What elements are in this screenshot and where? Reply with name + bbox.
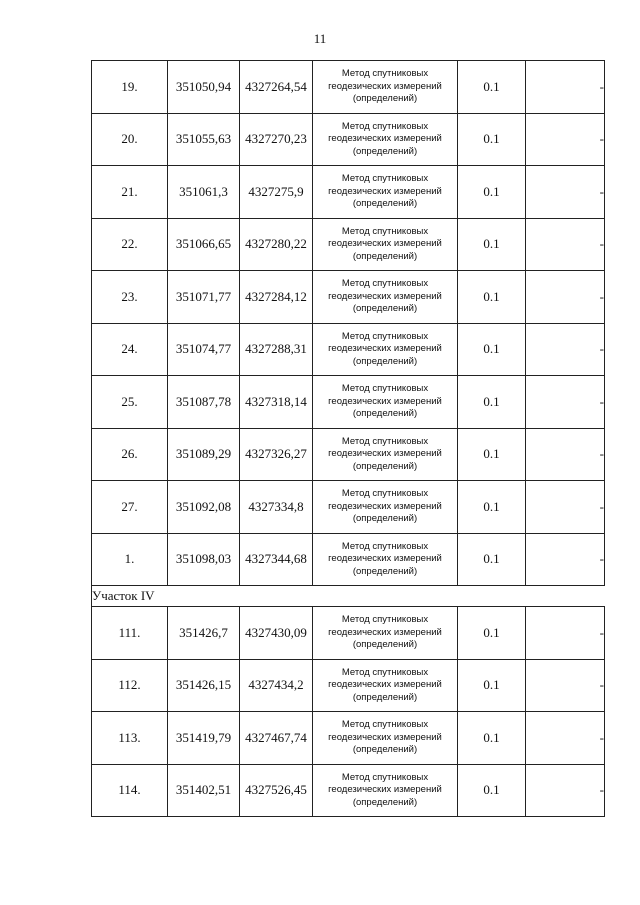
accuracy-cell: 0.1 [458,428,526,481]
method-cell [313,533,458,586]
table-row [92,218,605,271]
extra-cell: - [526,712,605,765]
point-number-cell: 25. [92,376,168,429]
x-coordinate-cell: 351050,94 [168,61,240,114]
x-coordinate-cell: 351087,78 [168,376,240,429]
method-cell [313,428,458,481]
table-row [92,712,605,765]
method-line: геодезических измерений [328,185,442,197]
extra-cell: - [526,113,605,166]
extra-cell: - [526,764,605,817]
table-row [92,481,605,534]
y-coordinate-cell: 4327344,68 [240,533,313,586]
x-coordinate-cell: 351089,29 [168,428,240,481]
method-line: геодезических измерений [328,238,442,249]
extra-cell: - [526,166,605,219]
x-coordinate-cell: 351055,63 [168,113,240,166]
point-number-cell: 21. [92,166,168,219]
extra-cell: - [526,61,605,114]
method-cell [313,764,458,817]
section-row [92,586,605,607]
method-line: (определений) [352,145,418,157]
method-line: (определений) [352,303,418,314]
method-line: Метод спутниковых [341,278,429,289]
method-line: (определений) [352,93,418,104]
x-coordinate-cell: 351092,08 [168,481,240,534]
coordinates-table-body [92,61,605,817]
coordinates-table [91,60,605,817]
method-cell [313,113,458,166]
method-line: геодезических измерений [328,500,442,512]
accuracy-cell: 0.1 [458,218,526,271]
method-line: геодезических измерений [328,343,442,354]
method-cell [313,218,458,271]
point-number-cell: 23. [92,271,168,324]
point-number-cell: 22. [92,218,168,271]
method-line: Метод спутниковых [341,614,429,625]
method-line: Метод спутниковых [341,68,429,79]
method-cell [313,481,458,534]
point-number-cell: 1. [92,533,168,586]
table-row [92,533,605,586]
method-line: Метод спутниковых [341,225,429,237]
y-coordinate-cell: 4327318,14 [240,376,313,429]
method-line: (определений) [352,513,418,524]
method-line: Метод спутниковых [341,120,429,132]
accuracy-cell: 0.1 [458,271,526,324]
point-number-cell: 19. [92,61,168,114]
method-line: геодезических измерений [328,553,442,564]
method-cell [313,166,458,219]
method-cell [313,712,458,765]
accuracy-cell: 0.1 [458,376,526,429]
point-number-cell: 114. [92,764,168,817]
method-cell [313,376,458,429]
page-number: 11 [313,31,327,46]
extra-cell: - [526,271,605,324]
method-line: Метод спутниковых [341,666,429,678]
y-coordinate-cell: 4327275,9 [240,166,313,219]
y-coordinate-cell: 4327526,45 [240,764,313,817]
method-line: (определений) [352,355,418,367]
table-row [92,376,605,429]
accuracy-cell: 0.1 [458,712,526,765]
method-line: (определений) [352,744,418,755]
extra-cell: - [526,533,605,586]
extra-cell: - [526,607,605,660]
table-row [92,607,605,660]
table-row [92,659,605,712]
table-row [92,166,605,219]
extra-cell: - [526,428,605,481]
method-line: (определений) [352,639,418,650]
x-coordinate-cell: 351061,3 [168,166,240,219]
accuracy-cell: 0.1 [458,607,526,660]
method-line: Метод спутниковых [341,435,429,447]
x-coordinate-cell: 351419,79 [168,712,240,765]
x-coordinate-cell: 351402,51 [168,764,240,817]
y-coordinate-cell: 4327264,54 [240,61,313,114]
point-number-cell: 113. [92,712,168,765]
y-coordinate-cell: 4327334,8 [240,481,313,534]
extra-cell: - [526,659,605,712]
method-line: геодезических измерений [328,679,442,690]
method-line: геодезических измерений [328,731,442,743]
point-number-cell: 26. [92,428,168,481]
method-line: (определений) [352,796,418,808]
extra-cell: - [526,376,605,429]
extra-cell: - [526,323,605,376]
method-line: (определений) [352,250,418,262]
method-line: (определений) [352,408,418,419]
method-line: геодезических измерений [328,80,442,92]
x-coordinate-cell: 351098,03 [168,533,240,586]
extra-cell: - [526,481,605,534]
method-line: Метод спутниковых [341,330,429,342]
y-coordinate-cell: 4327434,2 [240,659,313,712]
method-line: Метод спутниковых [341,540,429,552]
point-number-cell: 111. [92,607,168,660]
y-coordinate-cell: 4327326,27 [240,428,313,481]
accuracy-cell: 0.1 [458,764,526,817]
method-cell [313,323,458,376]
table-row [92,764,605,817]
table-row [92,113,605,166]
y-coordinate-cell: 4327288,31 [240,323,313,376]
point-number-cell: 27. [92,481,168,534]
accuracy-cell: 0.1 [458,323,526,376]
extra-cell: - [526,218,605,271]
method-line: (определений) [352,565,418,577]
method-line: геодезических измерений [328,133,442,144]
method-cell [313,607,458,660]
section-label: Участок IV [92,586,605,607]
point-number-cell: 20. [92,113,168,166]
accuracy-cell: 0.1 [458,533,526,586]
method-line: Метод спутниковых [341,383,429,394]
accuracy-cell: 0.1 [458,61,526,114]
x-coordinate-cell: 351074,77 [168,323,240,376]
y-coordinate-cell: 4327430,09 [240,607,313,660]
method-line: геодезических измерений [328,784,442,795]
method-line: Метод спутниковых [341,771,429,783]
method-line: геодезических измерений [328,395,442,407]
table-row [92,323,605,376]
y-coordinate-cell: 4327467,74 [240,712,313,765]
method-line: Метод спутниковых [341,719,429,730]
x-coordinate-cell: 351066,65 [168,218,240,271]
method-cell [313,271,458,324]
y-coordinate-cell: 4327280,22 [240,218,313,271]
accuracy-cell: 0.1 [458,481,526,534]
method-line: (определений) [352,691,418,703]
x-coordinate-cell: 351426,15 [168,659,240,712]
accuracy-cell: 0.1 [458,113,526,166]
table-row [92,271,605,324]
x-coordinate-cell: 351071,77 [168,271,240,324]
method-line: Метод спутниковых [341,173,429,184]
y-coordinate-cell: 4327270,23 [240,113,313,166]
method-cell [313,61,458,114]
x-coordinate-cell: 351426,7 [168,607,240,660]
accuracy-cell: 0.1 [458,659,526,712]
table-row [92,61,605,114]
method-line: Метод спутниковых [341,488,429,499]
method-line: геодезических измерений [328,290,442,302]
method-line: геодезических измерений [328,626,442,638]
point-number-cell: 112. [92,659,168,712]
method-line: геодезических измерений [328,448,442,459]
accuracy-cell: 0.1 [458,166,526,219]
y-coordinate-cell: 4327284,12 [240,271,313,324]
method-cell [313,659,458,712]
table-row [92,428,605,481]
point-number-cell: 24. [92,323,168,376]
method-line: (определений) [352,198,418,209]
method-line: (определений) [352,460,418,472]
